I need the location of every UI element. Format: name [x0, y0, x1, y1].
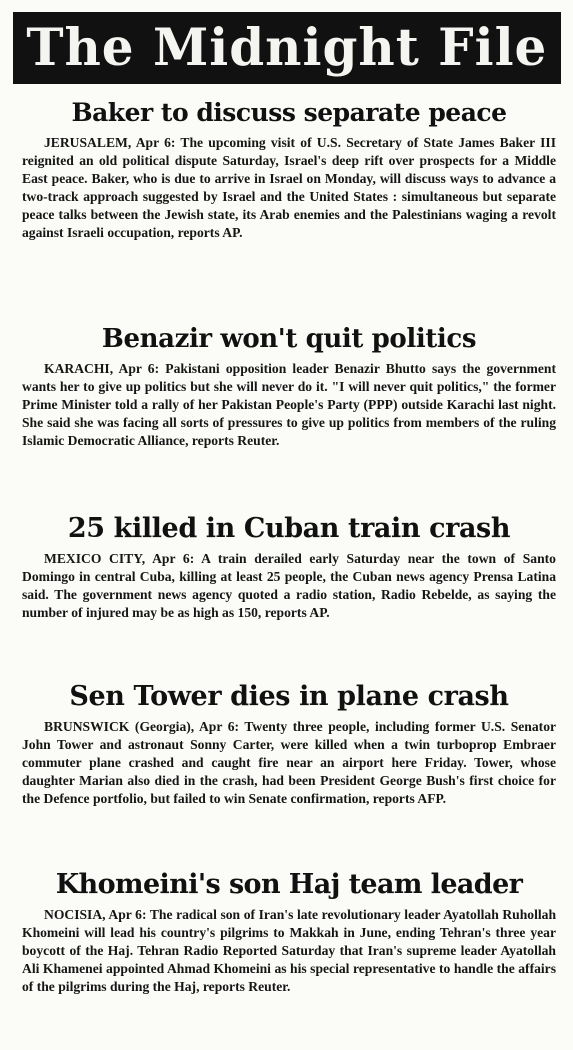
story-text: The radical son of Iran's late revolutionary leader Ayatollah Ruhollah Khomeini will lead his country's pilgrims to Makkah in June, ending Tehran's three year boycott of the Haj. Tehran Radio Reported Saturday that Iran's supreme leader Ayatollah Ali Khamenei appointed Ahmad Khomeini as his special representative to handle the affairs of the pilgrims during the Haj, reports Reuter. — [22, 907, 556, 995]
story-text: The upcoming visit of U.S. Secretary of State James Baker III reignited an old political dispute Saturday, Israel's deep rift over prospects for a Middle East peace. Baker, who is due to arrive in Israel on Monday, will discuss ways to advance a two-track approach suggested by Israel and the United States : simultaneous but separate peace talks between the Jewish state, its Arab enemies and the Palestinians waging a revolt against Israeli occupation, reports AP. — [22, 135, 556, 241]
story-headline: Sen Tower dies in plane crash — [69, 681, 509, 712]
story-khomeini — [22, 868, 556, 996]
story-dateline: JERUSALEM, Apr 6: — [44, 135, 176, 150]
masthead-banner — [13, 12, 561, 84]
story-body — [22, 134, 556, 243]
story-text: Twenty three people, including former U.S. Senator John Tower and astronaut Sonny Carter, were killed when a twin turboprop Embraer commuter plane crashed and caught fire near an airport here Friday. Tower, whose daughter Marian also died in the crash, had been President George Bush's first choice for the Defence portfolio, but failed to win Senate confirmation, reports AFP. — [22, 719, 557, 807]
story-cuban-train — [22, 512, 556, 622]
story-dateline: KARACHI, Apr 6: — [44, 361, 160, 376]
story-baker — [22, 96, 556, 243]
story-body — [22, 906, 556, 996]
story-dateline: MEXICO CITY, Apr 6: — [44, 551, 195, 566]
story-dateline: BRUNSWICK (Georgia), Apr 6: — [44, 719, 240, 734]
story-headline: Benazir won't quit politics — [101, 324, 477, 354]
story-body — [22, 360, 556, 450]
masthead-title: The Midnight File — [26, 17, 548, 78]
story-body — [22, 718, 556, 808]
story-text: Pakistani opposition leader Benazir Bhutto says the government wants her to give up politics but she will never do it. "I will never quit politics," the former Prime Minister told a rally of her Pakistan People's Party (PPP) outside Karachi last night. She said she was facing all sorts of pressures to give up politics from members of the ruling Islamic Democratic Alliance, reports Reuter. — [22, 361, 556, 449]
story-headline: 25 killed in Cuban train crash — [67, 513, 511, 544]
story-dateline: NOCISIA, Apr 6: — [44, 907, 147, 922]
story-benazir — [22, 322, 556, 450]
story-text: A train derailed early Saturday near the town of Santo Domingo in central Cuba, killing at least 25 people, the Cuban news agency Prensa Latina said. The government news agency quoted a radio station, Radio Rebelde, as saying the number of injured may be as high as 150, reports AP. — [22, 551, 556, 621]
story-headline: Khomeini's son Haj team leader — [55, 869, 523, 900]
story-sen-tower — [22, 680, 556, 808]
story-headline: Baker to discuss separate peace — [71, 98, 507, 127]
story-body — [22, 550, 556, 622]
